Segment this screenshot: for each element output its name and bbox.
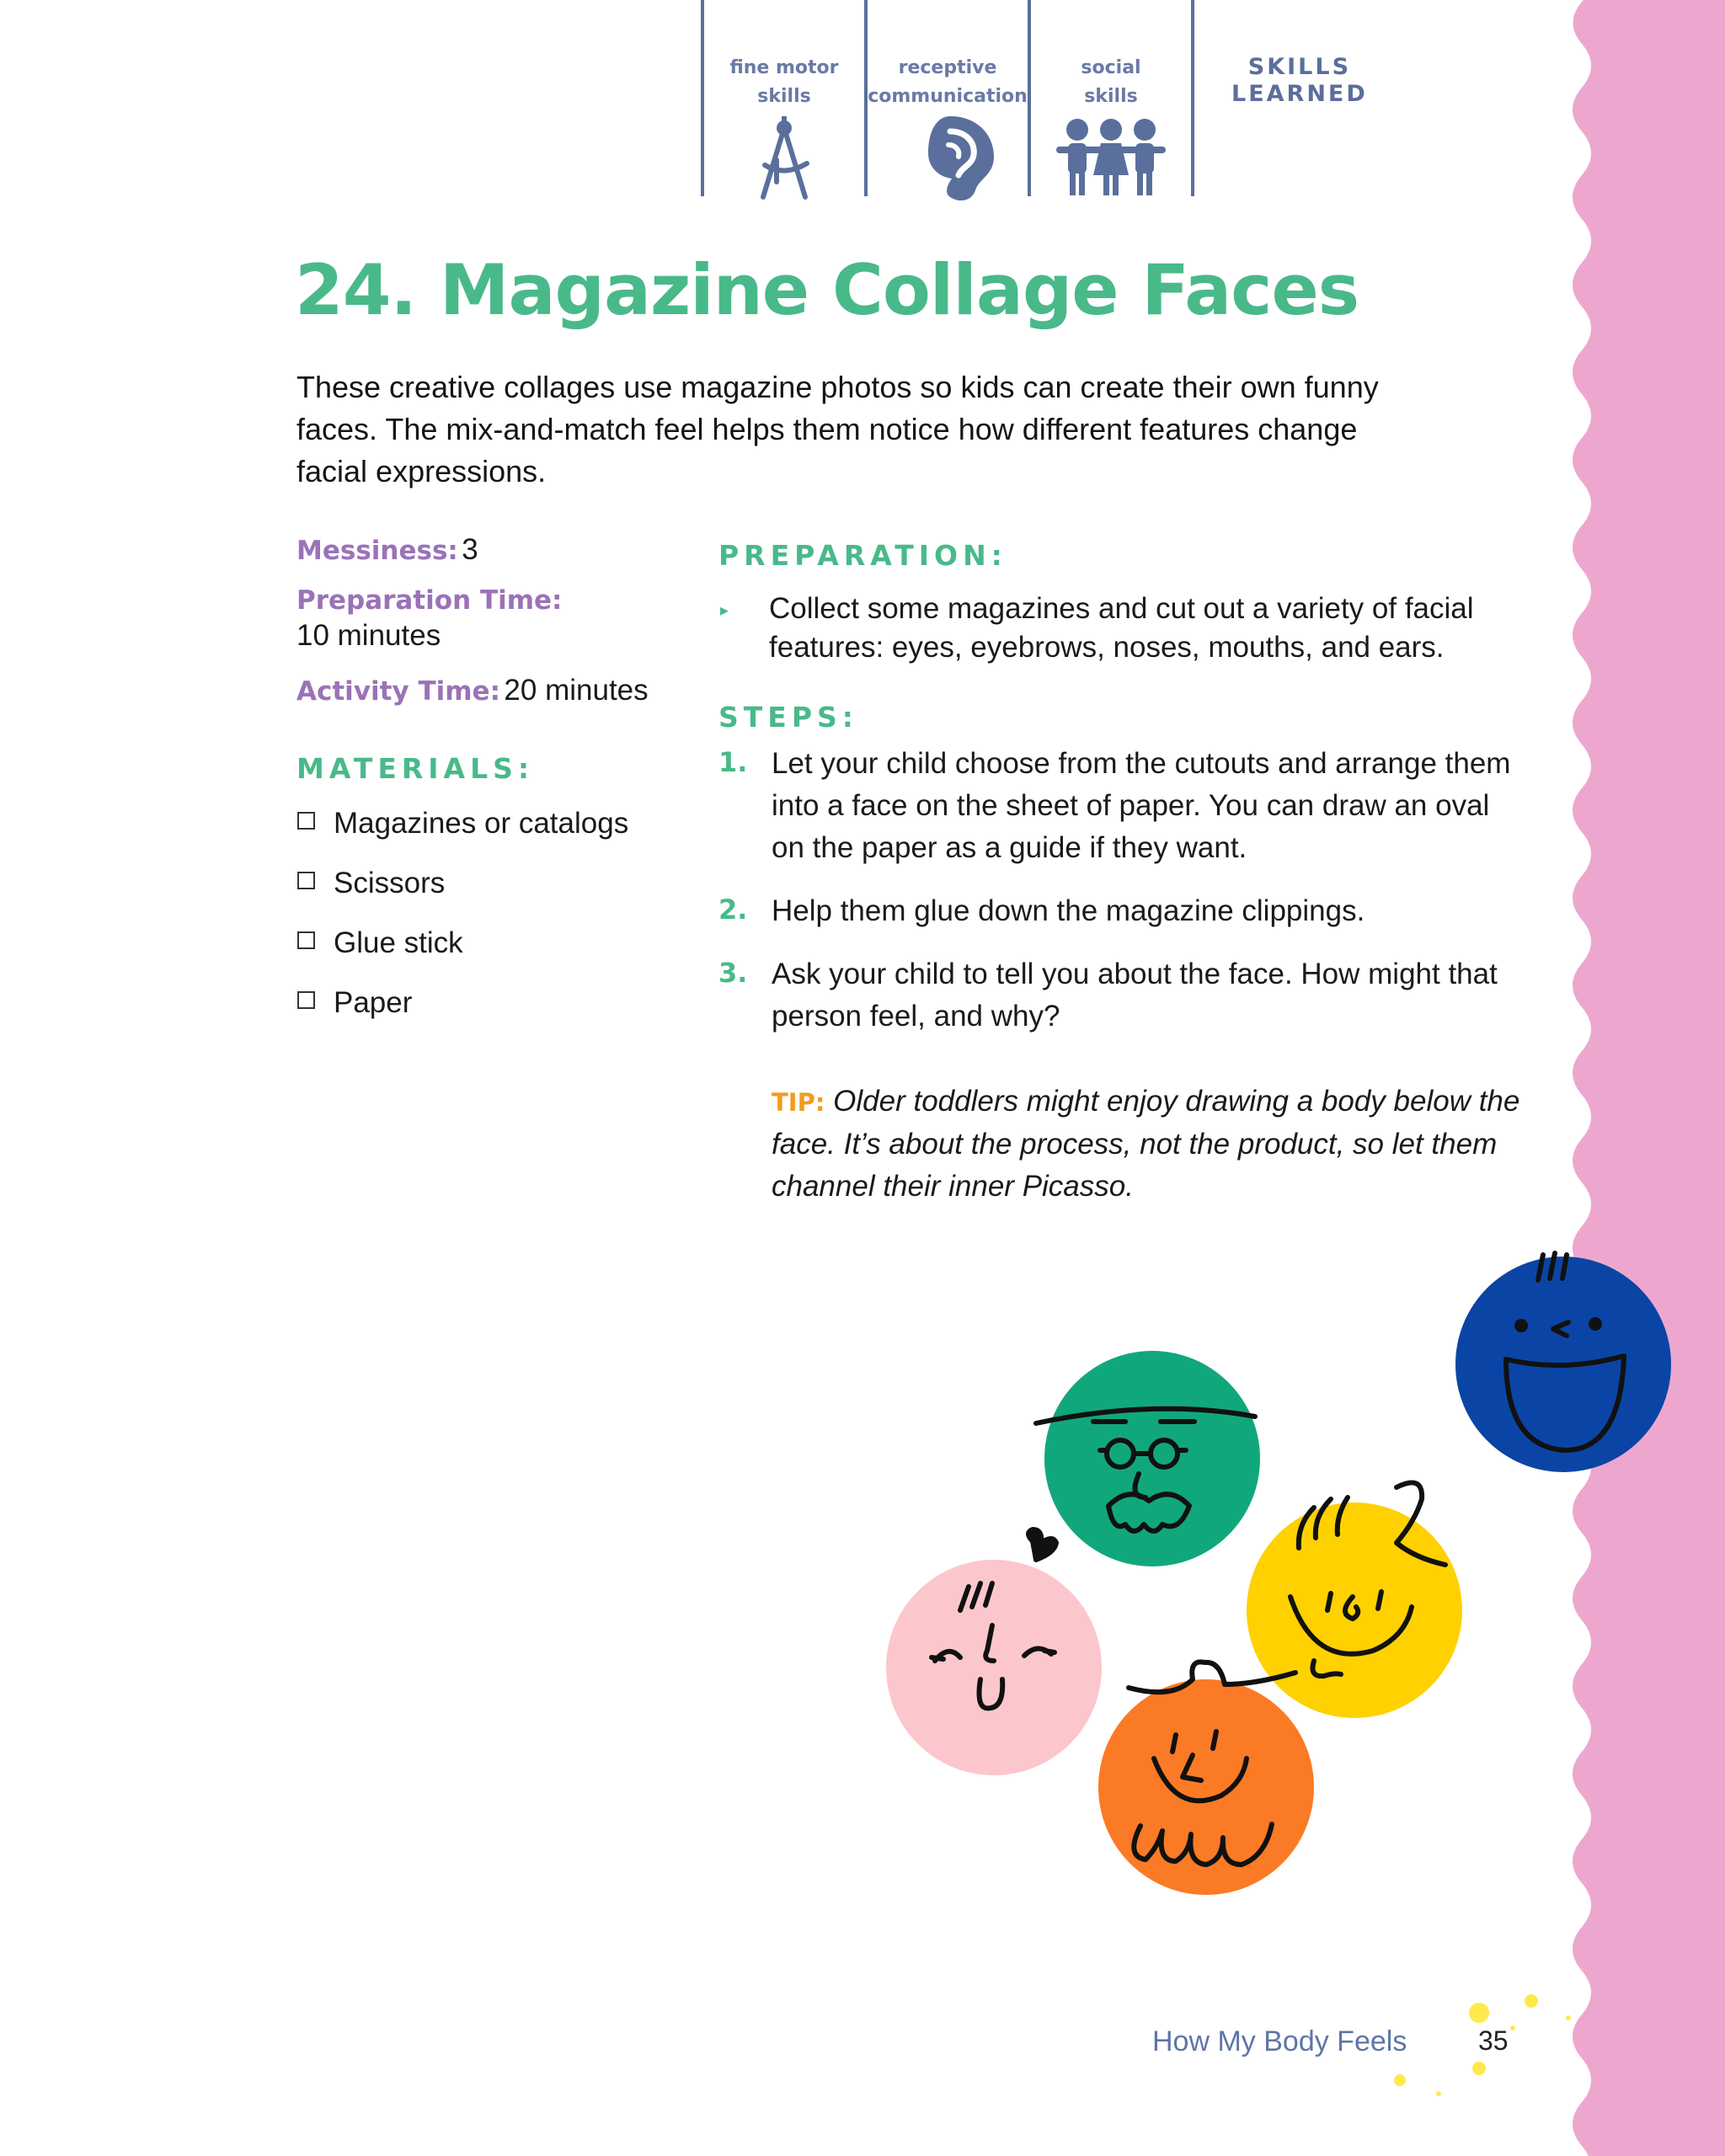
step-number: 1.	[718, 746, 748, 778]
compass-icon	[704, 116, 864, 200]
yellow-face	[1247, 1502, 1462, 1718]
tip-box	[772, 1081, 1530, 1208]
skill-label-line1: fine motor	[729, 57, 839, 78]
materials-item-label: Paper	[334, 986, 413, 1019]
step-text: Let your child choose from the cutouts and arrange them into a face on the sheet of paper. You can draw an oval on the paper as a guide if they want.	[772, 747, 1511, 864]
checkbox-icon	[297, 991, 315, 1009]
step-text: Ask your child to tell you about the face. How might that person feel, and why?	[772, 958, 1498, 1033]
materials-item	[297, 867, 445, 900]
materials-heading: MATERIALS:	[296, 752, 535, 785]
preparation-heading: PREPARATION:	[718, 539, 1007, 572]
skill-fine-motor	[701, 0, 864, 196]
messiness-row	[296, 533, 478, 567]
activity-time-value: 20 minutes	[504, 674, 649, 707]
bullet-arrow-icon: ▸	[720, 601, 729, 620]
skills-title-line2: LEARNED	[1231, 81, 1368, 107]
prep-time-row	[296, 585, 562, 653]
activity-time-row	[296, 674, 649, 707]
skill-social	[1028, 0, 1191, 196]
people-icon	[1031, 116, 1191, 200]
tip-label: TIP:	[772, 1088, 825, 1117]
skill-label-line2: skills	[1084, 86, 1138, 107]
checkbox-icon	[297, 872, 315, 889]
skills-divider	[1191, 0, 1194, 196]
messiness-value: 3	[462, 533, 478, 566]
footer-book-title: How My Body Feels	[1152, 2025, 1407, 2057]
skill-receptive-communication	[864, 0, 1028, 196]
checkbox-icon	[297, 931, 315, 949]
intro-paragraph: These creative collages use magazine photos so kids can create their own funny faces. The mix-and-match feel helps them notice how different features change facial expressions.	[296, 370, 1379, 488]
materials-item-label: Magazines or catalogs	[334, 807, 629, 840]
ear-icon	[868, 116, 1028, 200]
preparation-bullet: Collect some magazines and cut out a variety of facial features: eyes, eyebrows, noses, mouths, and ears.	[769, 592, 1474, 664]
skill-label-line2: skills	[757, 86, 811, 107]
page-number: 35	[1478, 2025, 1509, 2056]
prep-time-value: 10 minutes	[296, 619, 441, 652]
materials-item	[297, 986, 412, 1020]
step-text: Help them glue down the magazine clippings.	[772, 894, 1365, 927]
footer-splatter	[1381, 1988, 1583, 2097]
pink-face	[886, 1560, 1102, 1775]
materials-item-label: Scissors	[334, 867, 446, 899]
faces-illustration	[876, 1230, 1685, 1971]
page-title: 24. Magazine Collage Faces	[295, 249, 1359, 331]
step-number: 2.	[718, 894, 748, 926]
steps-heading: STEPS:	[718, 701, 858, 734]
materials-item	[297, 807, 628, 841]
messiness-label: Messiness:	[296, 536, 458, 566]
activity-time-label: Activity Time:	[296, 676, 500, 707]
prep-time-label: Preparation Time:	[296, 585, 563, 616]
materials-item-label: Glue stick	[334, 926, 463, 959]
checkbox-icon	[297, 812, 315, 830]
skill-label-line1: receptive	[898, 57, 997, 78]
skills-title-line1: SKILLS	[1247, 54, 1352, 80]
skill-label-line2: communication	[868, 86, 1028, 107]
step-number: 3.	[718, 957, 748, 989]
skills-learned-title	[1231, 54, 1368, 108]
tip-text: Older toddlers might enjoy drawing a body below the face. It’s about the process, not the product, so let them channel their inner Picasso.	[772, 1085, 1520, 1203]
skill-label-line1: social	[1081, 57, 1141, 78]
materials-item	[297, 926, 463, 960]
